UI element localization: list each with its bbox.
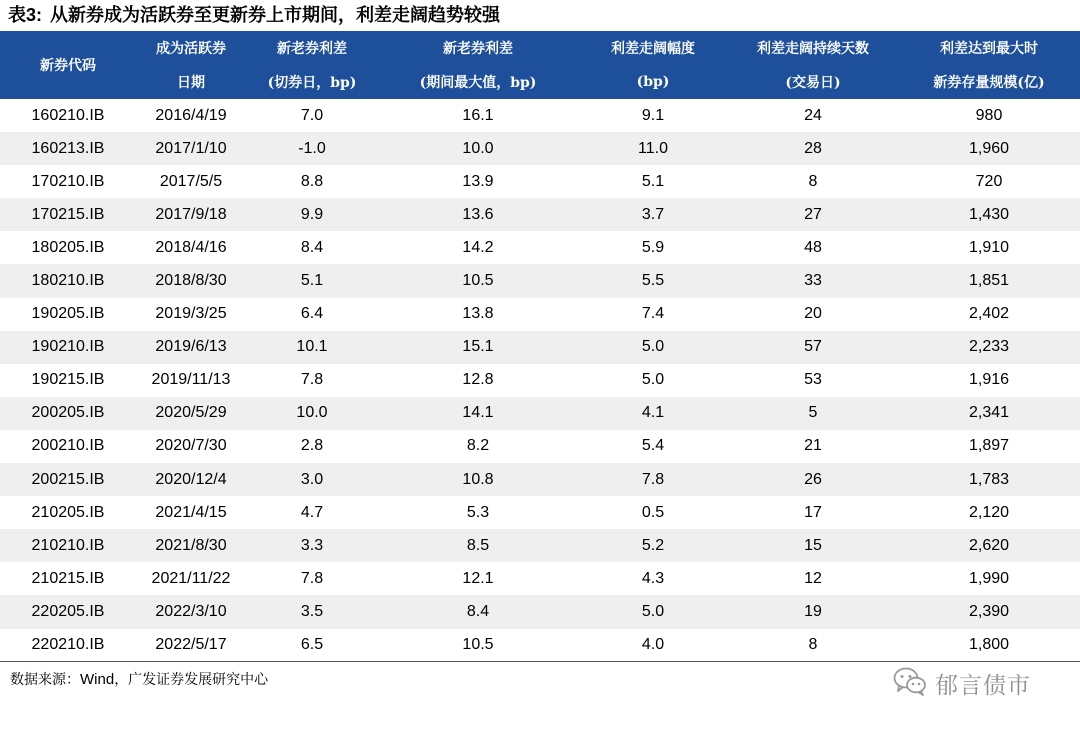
cell-spread-switch: 3.5	[246, 595, 378, 628]
cell-spread-max: 8.2	[466, 437, 490, 455]
cell-outstanding: 1,910	[968, 238, 1010, 256]
table-row	[0, 463, 1080, 496]
table-row	[0, 99, 1080, 132]
cell-active-date: 2021/11/22	[151, 569, 231, 587]
table-row	[0, 364, 1080, 397]
cell-spread-switch: 4.7	[300, 503, 324, 521]
cell-active-date: 2017/1/10	[136, 132, 246, 165]
cell-active-date: 2018/8/30	[136, 264, 246, 297]
cell-spread-switch: 3.0	[246, 463, 378, 496]
wechat-icon	[893, 666, 927, 700]
header-spread-switch: 新老券利差	[246, 31, 378, 65]
cell-duration: 27	[728, 198, 898, 231]
cell-outstanding: 720	[975, 172, 1003, 190]
cell-outstanding: 2,390	[898, 595, 1080, 628]
cell-bond-code: 170215.IB	[0, 198, 136, 231]
cell-bond-code: 220210.IB	[0, 629, 136, 662]
cell-widening: 3.7	[578, 198, 728, 231]
cell-duration: 5	[728, 397, 898, 430]
source-vendor: Wind	[80, 671, 115, 688]
source-note	[10, 669, 268, 689]
cell-spread-max: 13.9	[462, 172, 494, 190]
cell-bond-code: 190205.IB	[31, 305, 105, 323]
cell-spread-switch: 6.4	[300, 305, 324, 323]
cell-outstanding: 1,960	[898, 132, 1080, 165]
cell-active-date: 2017/5/5	[159, 172, 223, 190]
cell-widening: 0.5	[641, 503, 665, 521]
cell-spread-max: 13.6	[378, 198, 578, 231]
table-row	[0, 629, 1080, 662]
table-row	[0, 529, 1080, 562]
table-row	[0, 430, 1080, 463]
header-row-2	[0, 65, 1080, 99]
cell-widening: 4.1	[578, 397, 728, 430]
cell-duration: 12	[804, 569, 822, 587]
cell-spread-switch: 2.8	[300, 437, 324, 455]
cell-outstanding: 1,916	[968, 371, 1010, 389]
cell-widening: 11.0	[578, 132, 728, 165]
cell-active-date: 2020/7/30	[155, 437, 227, 455]
header-active-date: 成为活跃券	[136, 31, 246, 65]
cell-outstanding: 2,233	[898, 331, 1080, 364]
cell-bond-code: 170210.IB	[31, 172, 105, 190]
cell-active-date: 2022/5/17	[136, 629, 246, 662]
cell-bond-code: 200205.IB	[0, 397, 136, 430]
cell-bond-code: 220205.IB	[0, 595, 136, 628]
cell-spread-switch: 8.8	[300, 172, 324, 190]
cell-widening: 5.0	[578, 331, 728, 364]
cell-outstanding: 2,402	[968, 305, 1010, 323]
cell-widening: 4.3	[641, 569, 665, 587]
cell-active-date: 2019/6/13	[136, 331, 246, 364]
cell-outstanding: 1,897	[968, 437, 1010, 455]
cell-spread-max: 10.5	[378, 264, 578, 297]
cell-bond-code: 190215.IB	[31, 371, 105, 389]
cell-duration: 26	[728, 463, 898, 496]
table-row	[0, 264, 1080, 297]
cell-spread-max: 14.2	[462, 238, 494, 256]
header-outstanding-sub: 新券存量规模(亿)	[898, 65, 1080, 99]
cell-spread-switch: 8.4	[300, 238, 324, 256]
cell-duration: 24	[804, 106, 822, 124]
cell-spread-max: 16.1	[462, 106, 494, 124]
cell-active-date: 2021/4/15	[155, 503, 227, 521]
cell-spread-switch: 10.1	[246, 331, 378, 364]
cell-spread-max: 14.1	[378, 397, 578, 430]
table-row	[0, 397, 1080, 430]
source-label: 数据来源：	[10, 672, 80, 688]
cell-active-date: 2019/3/25	[155, 305, 227, 323]
cell-spread-switch: 7.8	[300, 569, 324, 587]
table-row	[0, 132, 1080, 165]
cell-duration: 21	[804, 437, 822, 455]
cell-outstanding: 980	[975, 106, 1003, 124]
cell-duration: 20	[804, 305, 822, 323]
cell-spread-switch: 10.0	[246, 397, 378, 430]
cell-bond-code: 200215.IB	[0, 463, 136, 496]
cell-bond-code: 210215.IB	[31, 569, 105, 587]
watermark-text: 郁言债市	[935, 672, 1031, 699]
cell-spread-max: 13.8	[462, 305, 494, 323]
table-row	[0, 331, 1080, 364]
table-row	[0, 198, 1080, 231]
cell-spread-max: 10.0	[378, 132, 578, 165]
cell-active-date: 2018/4/16	[155, 238, 227, 256]
table-row	[0, 496, 1080, 529]
cell-bond-code: 210205.IB	[31, 503, 105, 521]
header-row-1	[0, 31, 1080, 65]
cell-spread-max: 10.8	[378, 463, 578, 496]
cell-duration: 15	[728, 529, 898, 562]
cell-bond-code: 160213.IB	[0, 132, 136, 165]
cell-widening: 5.0	[641, 371, 665, 389]
header-widening: 利差走阔幅度	[578, 31, 728, 65]
table-row	[0, 165, 1080, 198]
cell-outstanding: 1,783	[898, 463, 1080, 496]
spread-table	[0, 31, 1080, 662]
cell-outstanding: 1,430	[898, 198, 1080, 231]
cell-spread-max: 8.5	[378, 529, 578, 562]
cell-outstanding: 2,620	[898, 529, 1080, 562]
cell-widening: 5.5	[578, 264, 728, 297]
cell-outstanding: 2,120	[968, 503, 1010, 521]
header-duration-sub: (交易日)	[728, 65, 898, 99]
header-bond-code: 新券代码	[0, 31, 136, 99]
header-outstanding: 利差达到最大时	[898, 31, 1080, 65]
cell-outstanding: 2,341	[898, 397, 1080, 430]
cell-active-date: 2019/11/13	[151, 371, 231, 389]
cell-outstanding: 1,990	[968, 569, 1010, 587]
cell-bond-code: 180210.IB	[0, 264, 136, 297]
cell-duration: 8	[728, 629, 898, 662]
cell-active-date: 2020/5/29	[136, 397, 246, 430]
source-rest: ，广发证券发展研究中心	[114, 672, 269, 688]
cell-spread-max: 8.4	[378, 595, 578, 628]
cell-duration: 53	[804, 371, 822, 389]
header-active-date-sub: 日期	[136, 65, 246, 99]
cell-active-date: 2021/8/30	[136, 529, 246, 562]
cell-bond-code: 200210.IB	[31, 437, 105, 455]
cell-duration: 28	[728, 132, 898, 165]
cell-widening: 5.0	[578, 595, 728, 628]
cell-spread-switch: 7.8	[300, 371, 324, 389]
cell-spread-switch: 7.0	[300, 106, 324, 124]
table-row	[0, 562, 1080, 595]
cell-widening: 5.2	[578, 529, 728, 562]
cell-spread-max: 12.8	[462, 371, 494, 389]
cell-duration: 17	[804, 503, 822, 521]
cell-spread-switch: 9.9	[246, 198, 378, 231]
cell-bond-code: 190210.IB	[0, 331, 136, 364]
cell-widening: 9.1	[641, 106, 665, 124]
cell-spread-max: 12.1	[462, 569, 494, 587]
table-row	[0, 231, 1080, 264]
title-text: 从新券成为活跃券至更新券上市期间，利差走阔趋势较强	[50, 5, 501, 26]
watermark	[893, 664, 1031, 702]
cell-active-date: 2017/9/18	[136, 198, 246, 231]
cell-spread-max: 10.5	[378, 629, 578, 662]
cell-widening: 5.4	[641, 437, 665, 455]
cell-duration: 48	[804, 238, 822, 256]
cell-spread-switch: 5.1	[246, 264, 378, 297]
cell-widening: 7.4	[641, 305, 665, 323]
header-widening-sub: (bp)	[578, 65, 728, 99]
cell-duration: 33	[728, 264, 898, 297]
title-prefix: 表	[8, 5, 26, 26]
cell-bond-code: 210210.IB	[0, 529, 136, 562]
cell-spread-switch: 6.5	[246, 629, 378, 662]
cell-outstanding: 1,800	[898, 629, 1080, 662]
cell-spread-max: 5.3	[466, 503, 490, 521]
cell-widening: 5.9	[641, 238, 665, 256]
table-row	[0, 595, 1080, 628]
cell-duration: 19	[728, 595, 898, 628]
cell-duration: 57	[728, 331, 898, 364]
cell-spread-switch: -1.0	[246, 132, 378, 165]
cell-spread-switch: 3.3	[246, 529, 378, 562]
table-title	[8, 0, 500, 30]
cell-duration: 8	[808, 172, 818, 190]
header-spread-max-sub: (期间最大值，bp)	[378, 65, 578, 99]
cell-widening: 5.1	[641, 172, 665, 190]
header-spread-max: 新老券利差	[378, 31, 578, 65]
table-body	[0, 99, 1080, 662]
cell-spread-max: 15.1	[378, 331, 578, 364]
title-number: 3:	[26, 5, 43, 25]
cell-widening: 7.8	[578, 463, 728, 496]
cell-active-date: 2022/3/10	[136, 595, 246, 628]
cell-active-date: 2016/4/19	[155, 106, 227, 124]
cell-widening: 4.0	[578, 629, 728, 662]
header-duration: 利差走阔持续天数	[728, 31, 898, 65]
cell-bond-code: 160210.IB	[31, 106, 105, 124]
cell-bond-code: 180205.IB	[31, 238, 105, 256]
header-spread-switch-sub: (切券日，bp)	[246, 65, 378, 99]
cell-outstanding: 1,851	[898, 264, 1080, 297]
cell-active-date: 2020/12/4	[136, 463, 246, 496]
table-row	[0, 298, 1080, 331]
